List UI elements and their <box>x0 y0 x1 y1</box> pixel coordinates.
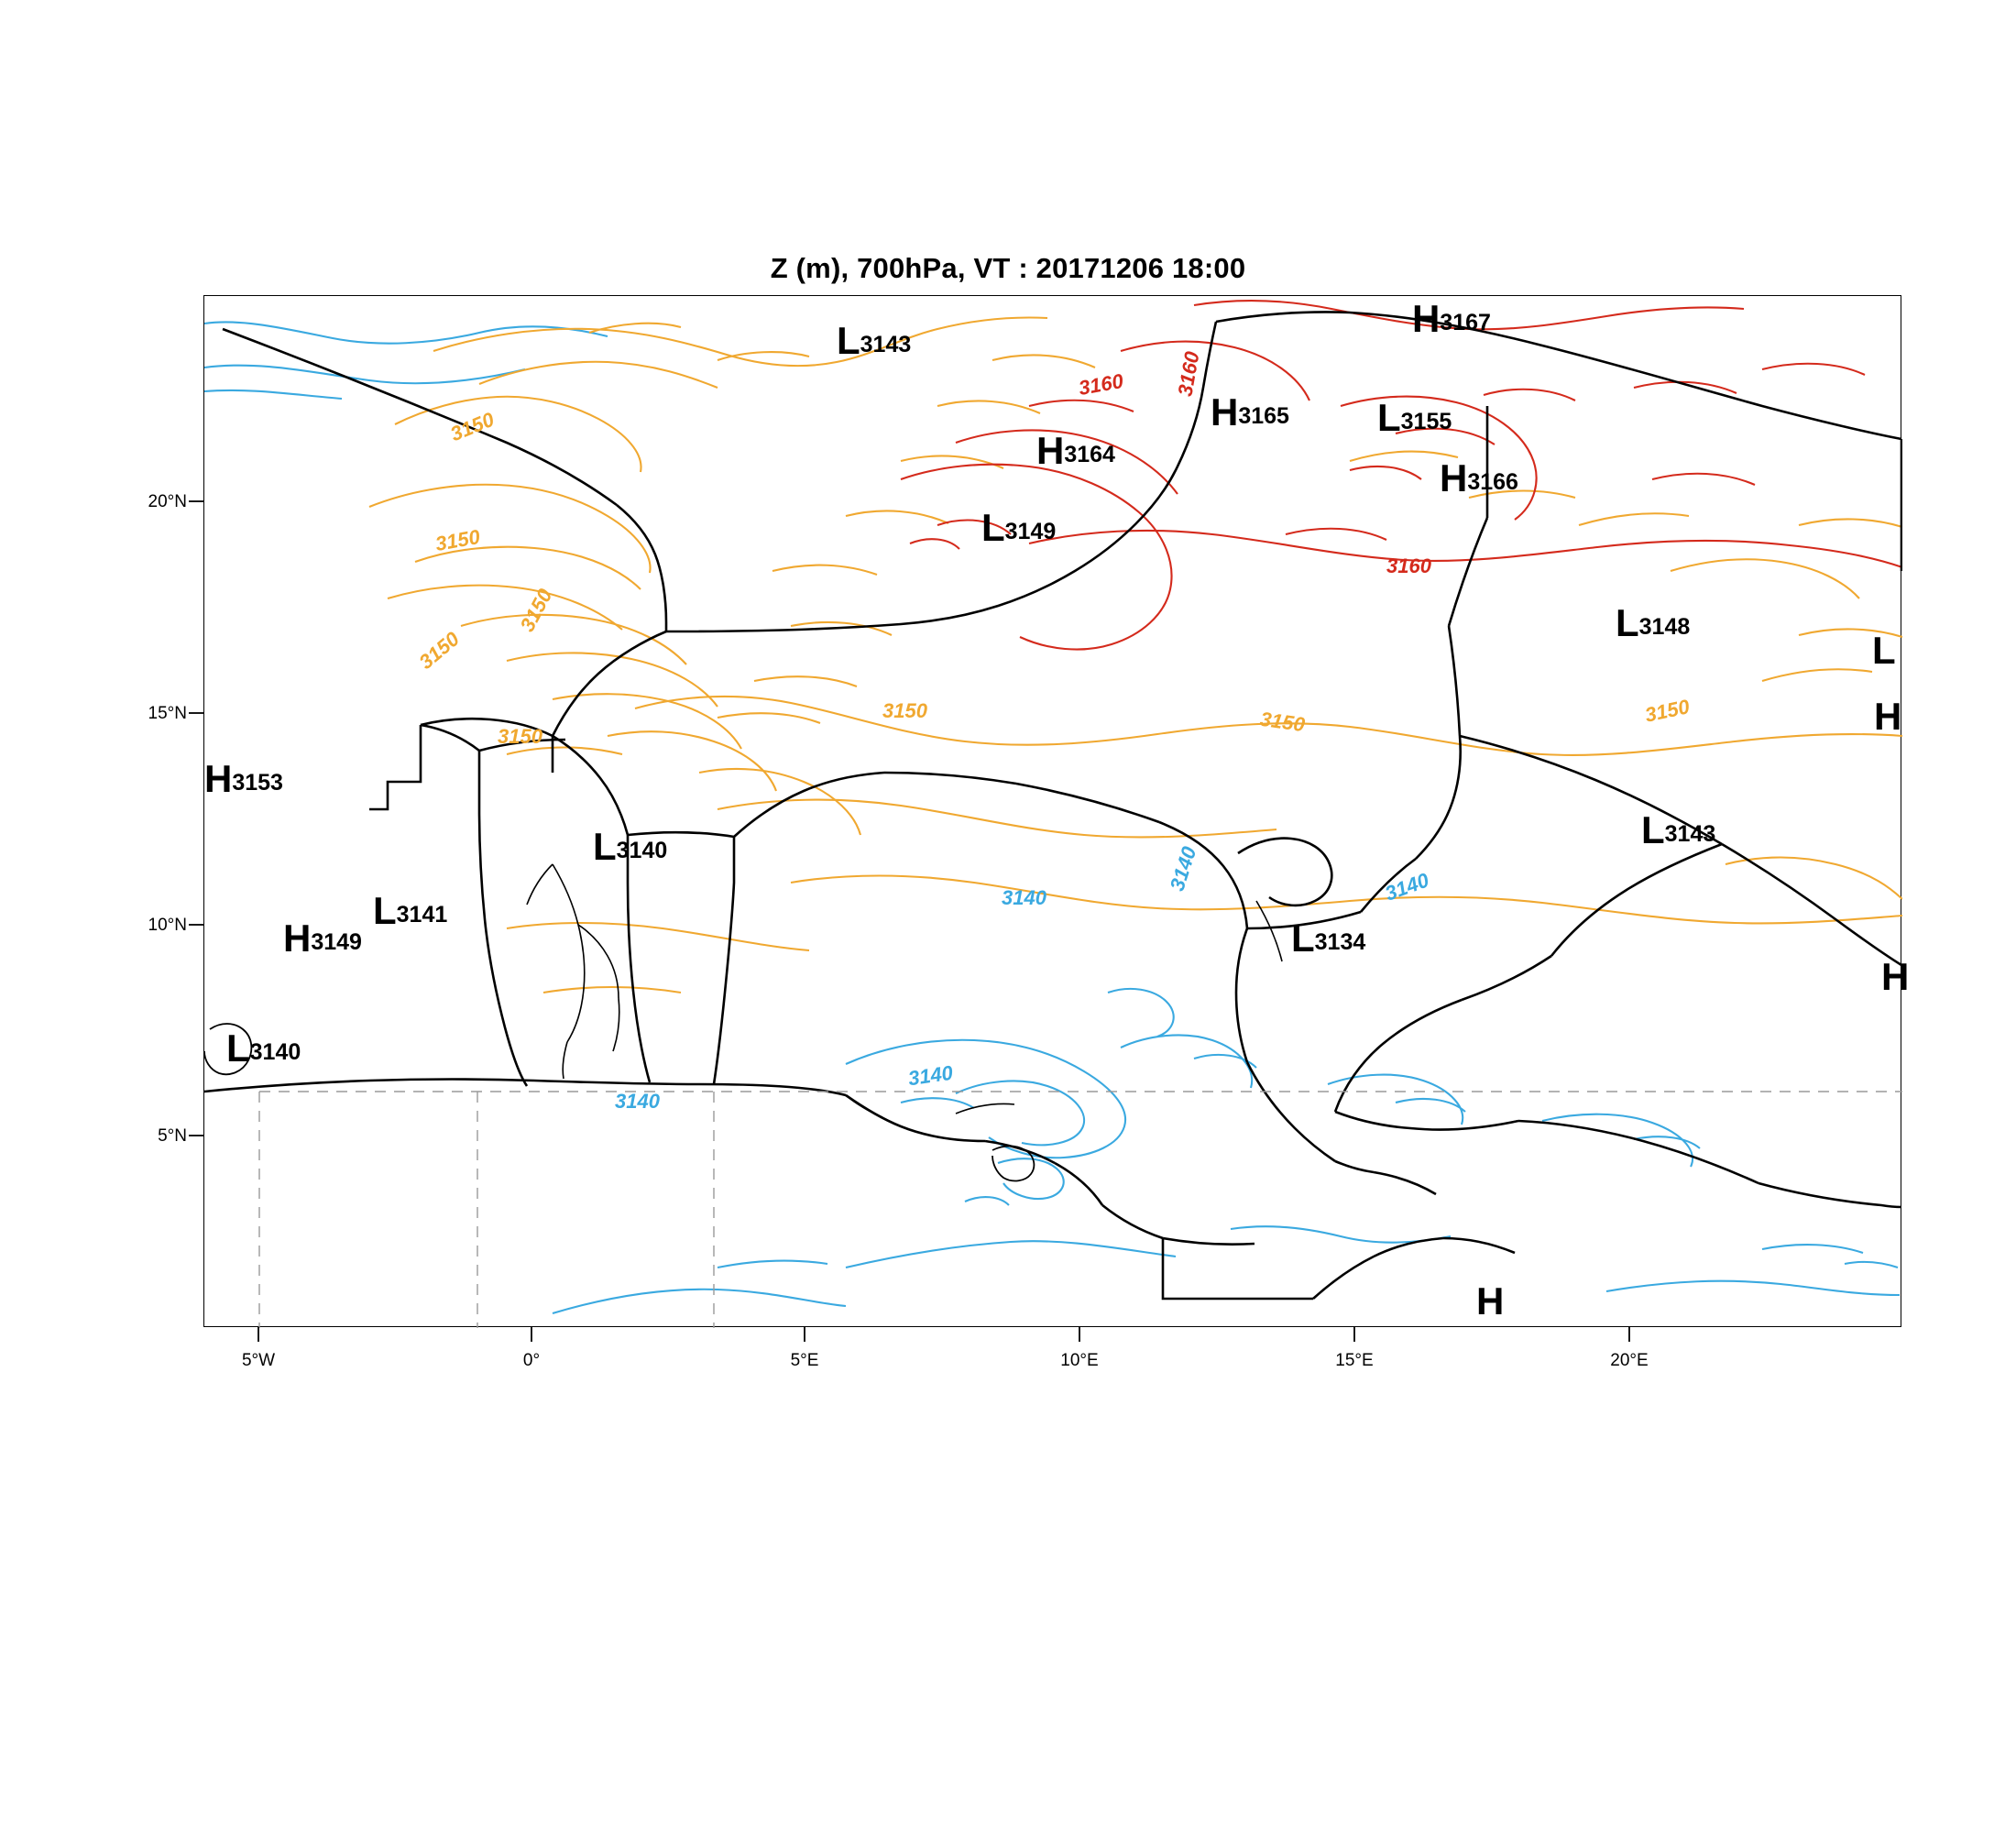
extremum-marker: H3165 <box>1211 390 1289 434</box>
contour-label: 3150 <box>515 585 557 636</box>
x-tick-label: 5°W <box>241 1351 276 1370</box>
extremum-marker: H <box>1874 695 1902 738</box>
contour-label: 3140 <box>1165 843 1201 894</box>
extremum-marker: H3166 <box>1440 456 1518 499</box>
contour-group-3160 <box>901 297 1902 649</box>
extremum-marker: H <box>1476 1279 1505 1323</box>
extremum-marker: L3155 <box>1377 396 1452 439</box>
x-tick-label: 20°E <box>1610 1351 1649 1370</box>
extremum-marker: L <box>1872 629 1896 672</box>
extremum-marker: L3149 <box>981 506 1057 549</box>
extremum-marker: L3134 <box>1291 916 1366 960</box>
extremum-marker: H <box>1881 955 1910 998</box>
extremum-marker: L3140 <box>593 825 668 868</box>
contour-label: 3140 <box>1382 868 1432 906</box>
extremum-marker: H3164 <box>1036 429 1115 472</box>
contour-label: 3160 <box>1173 349 1204 399</box>
chart-title: Z (m), 700hPa, VT : 20171206 18:00 <box>770 252 1246 284</box>
extremum-marker: L3148 <box>1616 601 1691 644</box>
x-tick-label: 15°E <box>1335 1351 1374 1370</box>
x-tick-label: 10°E <box>1060 1351 1099 1370</box>
contour-label: 3150 <box>414 627 464 674</box>
extremum-marker: H3153 <box>204 757 283 800</box>
contour-label: 3150 <box>882 699 927 722</box>
y-tick-label: 15°N <box>148 704 187 723</box>
x-tick-label: 0° <box>522 1351 541 1370</box>
contour-label: 3150 <box>1258 707 1307 737</box>
y-tick-label: 20°N <box>148 492 187 511</box>
contour-label: 3150 <box>433 524 482 556</box>
extremum-marker: L3141 <box>373 889 448 932</box>
map-plot-area <box>203 295 1910 1327</box>
extremum-marker: L3140 <box>226 1026 301 1070</box>
contour-label: 3150 <box>446 407 498 446</box>
x-tick-label: 5°E <box>790 1351 819 1370</box>
contour-label: 3150 <box>498 725 542 748</box>
extremum-marker: L3143 <box>837 319 912 362</box>
contour-label: 3160 <box>1077 368 1125 401</box>
y-tick-label: 10°N <box>148 916 187 935</box>
contour-label: 3140 <box>906 1060 955 1091</box>
extremum-marker: L3143 <box>1641 808 1716 851</box>
contour-label: 3140 <box>615 1090 660 1113</box>
contour-label: 3150 <box>1642 695 1692 727</box>
extremum-marker: H3149 <box>283 916 362 960</box>
y-tick-label: 5°N <box>158 1126 187 1146</box>
extremum-marker: H3167 <box>1412 297 1491 340</box>
contour-group-3150 <box>369 318 1902 993</box>
contour-label: 3140 <box>1002 886 1046 909</box>
contour-label: 3160 <box>1386 554 1431 577</box>
